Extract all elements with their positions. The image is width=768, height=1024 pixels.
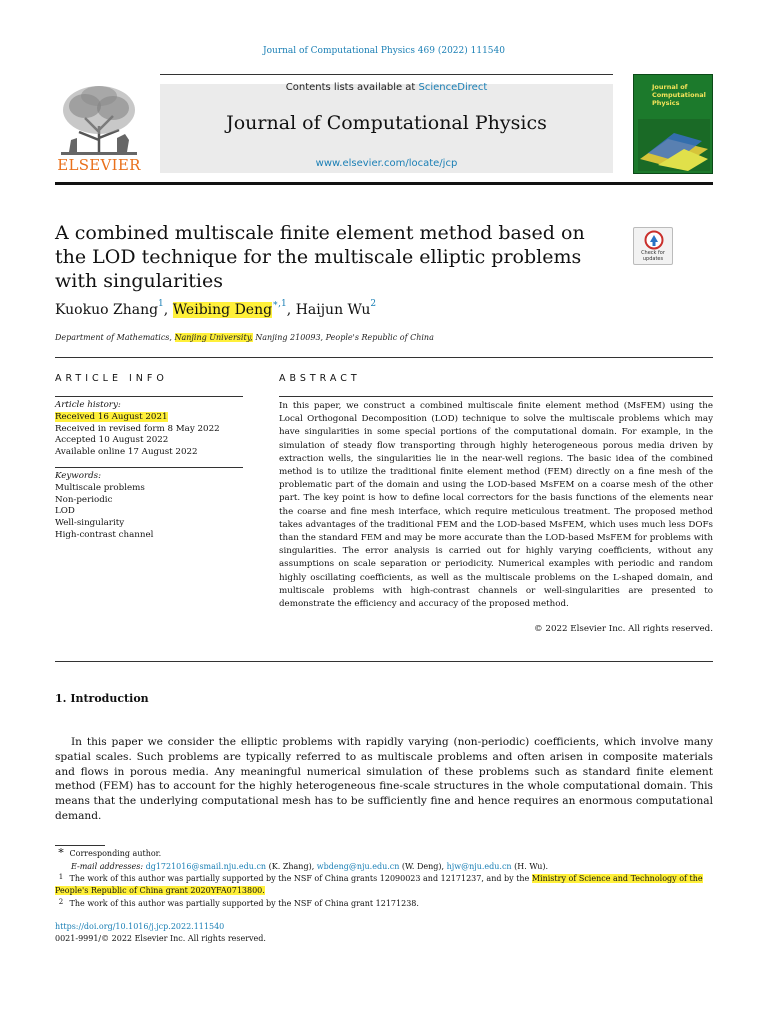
email-link[interactable]: wbdeng@nju.edu.cn — [316, 862, 400, 871]
footnote-text: The work of this author was partially supported by the NSF of China grants 12090023 and 12171237, and by the — [69, 874, 532, 883]
email-label: E-mail addresses: — [71, 862, 144, 871]
footnote-2 — [55, 898, 715, 910]
check-updates-icon — [644, 230, 664, 250]
author-name[interactable]: Kuokuo Zhang — [55, 302, 159, 318]
journal-cover-thumbnail[interactable] — [633, 74, 713, 174]
introduction-heading: 1. Introduction — [55, 692, 149, 705]
introduction-paragraph: In this paper we consider the elliptic problems with rapidly varying (non-periodic) coefficients, which involve many spatial scales. Such problems are typically referred to as multiscale problems and often arisen in composite materials and flows in porous media. Any meaningful numerical simulation of these problems such as standard finite element method (FEM) has to account for the highly heterogeneous fine-scale structures in the whole computational domain. This means that the underlying computational mesh has to be sufficiently fine and hence requires an enormous computational demand. — [55, 736, 713, 822]
history-label: Article history: — [55, 400, 121, 410]
keyword-item: Non-periodic — [55, 494, 113, 505]
abstract-heading: ABSTRACT — [279, 373, 361, 384]
cover-title: Journal of Computational Physics — [652, 83, 706, 107]
keyword-item: Well-singularity — [55, 518, 125, 529]
article-info-rule — [55, 396, 243, 397]
issn-line: 0021-9991/© 2022 Elsevier Inc. All rights reserved. — [55, 934, 266, 943]
section-rule — [55, 661, 713, 662]
section-rule — [55, 357, 713, 358]
abstract-text: In this paper, we construct a combined multiscale finite element method (MsFEM) using the Local Orthogonal Decomposition (LOD) technique to solve the multiscale problems which may have singularities in some special portions of the computational domain. For example, in the simulation of steady flow transporting through highly heterogeneous porous media driven by extraction wells, the singularities lie in the near-well regions. The basic idea of the combined method is to utilize the traditional finite element method (FEM) directly on a fine mesh of the problematic part of the domain and using the LOD-based MsFEM on a coarse mesh of the other part. The key point is how to define local correctors for the basis functions of the elements near the coarse and fine mesh interface, which require meticulous treatment. The proposed method takes advantages of the traditional FEM and the LOD-based MsFEM, which uses much less DOFs than the standard FEM and may be more accurate than the LOD-based MsFEM for problems with singularities. The error analysis is carried out for highly varying coefficients, without any assumptions on scale separation or periodicity. Numerical examples with periodic and random highly oscillating coefficients, as well as the multiscale problems on the L-shaped domain, and multiscale problems with high-contrast channels or well-singularities are presented to demonstrate the efficiency and accuracy of the proposed method. — [279, 401, 713, 610]
keyword-item: High-contrast channel — [55, 529, 154, 540]
footnote-emails — [55, 861, 715, 873]
article-info-heading: ARTICLE INFO — [55, 373, 168, 384]
header-thick-rule — [55, 182, 713, 185]
history-item: Accepted 10 August 2022 — [55, 435, 169, 446]
footnote-1 — [55, 873, 715, 896]
doi-link[interactable]: https://doi.org/10.1016/j.jcp.2022.111540 — [55, 922, 225, 931]
running-head[interactable]: Journal of Computational Physics 469 (2022) 111540 — [263, 46, 505, 56]
elsevier-wordmark: ELSEVIER — [57, 156, 141, 174]
email-owner: (K. Zhang), — [266, 862, 317, 871]
author-separator: , — [286, 302, 296, 318]
footnote-text-highlighted: Ministry of Science and Technology of the People's Republic of China grant 2020YFA0713800. — [55, 874, 703, 895]
footnote-mark: ∗ — [57, 844, 65, 857]
article-title: A combined multiscale finite element method based on the LOD technique for the multiscale elliptic problems with singularities — [55, 222, 585, 292]
footnote-text: Corresponding author. — [69, 849, 162, 858]
affiliation-dept: Department of Mathematics, — [55, 333, 175, 342]
history-item: Available online 17 August 2022 — [55, 447, 198, 458]
keyword-item: LOD — [55, 506, 75, 517]
email-link[interactable]: hjw@nju.edu.cn — [446, 862, 512, 871]
affiliation-highlighted: Nanjing University, — [174, 333, 253, 342]
footnote-mark: 1 — [58, 873, 64, 881]
keywords-label: Keywords: — [55, 471, 102, 481]
footnote-corresponding — [55, 844, 715, 860]
article-history — [55, 400, 245, 459]
abstract-rule — [279, 396, 713, 397]
email-link[interactable]: dg1721016@smail.nju.edu.cn — [145, 862, 267, 871]
footnote-mark: 2 — [58, 898, 64, 906]
author-name-highlighted[interactable]: Weibing Deng — [172, 302, 273, 318]
journal-title: Journal of Computational Physics — [226, 112, 547, 134]
email-owner: (W. Deng), — [399, 862, 447, 871]
keywords-rule — [55, 467, 243, 468]
history-item — [55, 412, 245, 424]
keyword-item: Multiscale problems — [55, 482, 145, 493]
journal-url-link[interactable]: www.elsevier.com/locate/jcp — [315, 158, 458, 169]
author-list — [55, 299, 655, 318]
check-updates-label: Check for updates — [641, 250, 665, 262]
affiliation — [55, 333, 695, 342]
contents-prefix: Contents lists available at — [285, 82, 419, 93]
history-item-highlighted: Received 16 August 2021 — [55, 411, 168, 422]
header-top-rule — [160, 74, 613, 75]
abstract-copyright: © 2022 Elsevier Inc. All rights reserved. — [533, 624, 713, 634]
sciencedirect-link[interactable]: ScienceDirect — [418, 82, 488, 93]
keywords — [55, 471, 245, 542]
email-owner: (H. Wu). — [511, 862, 549, 871]
author-affiliation-mark[interactable]: 2 — [370, 299, 377, 309]
affiliation-rest: Nanjing 210093, People's Republic of China — [252, 333, 434, 342]
author-name[interactable]: Haijun Wu — [295, 302, 371, 318]
author-affiliation-mark[interactable]: 1 — [158, 299, 164, 309]
author-affiliation-mark[interactable]: ∗,1 — [272, 299, 287, 309]
author-separator: , — [163, 302, 173, 318]
contents-line — [160, 82, 613, 93]
history-item: Received in revised form 8 May 2022 — [55, 423, 220, 434]
cover-art-icon — [638, 119, 710, 171]
footnote-text: The work of this author was partially supported by the NSF of China grant 12171238. — [69, 899, 419, 908]
